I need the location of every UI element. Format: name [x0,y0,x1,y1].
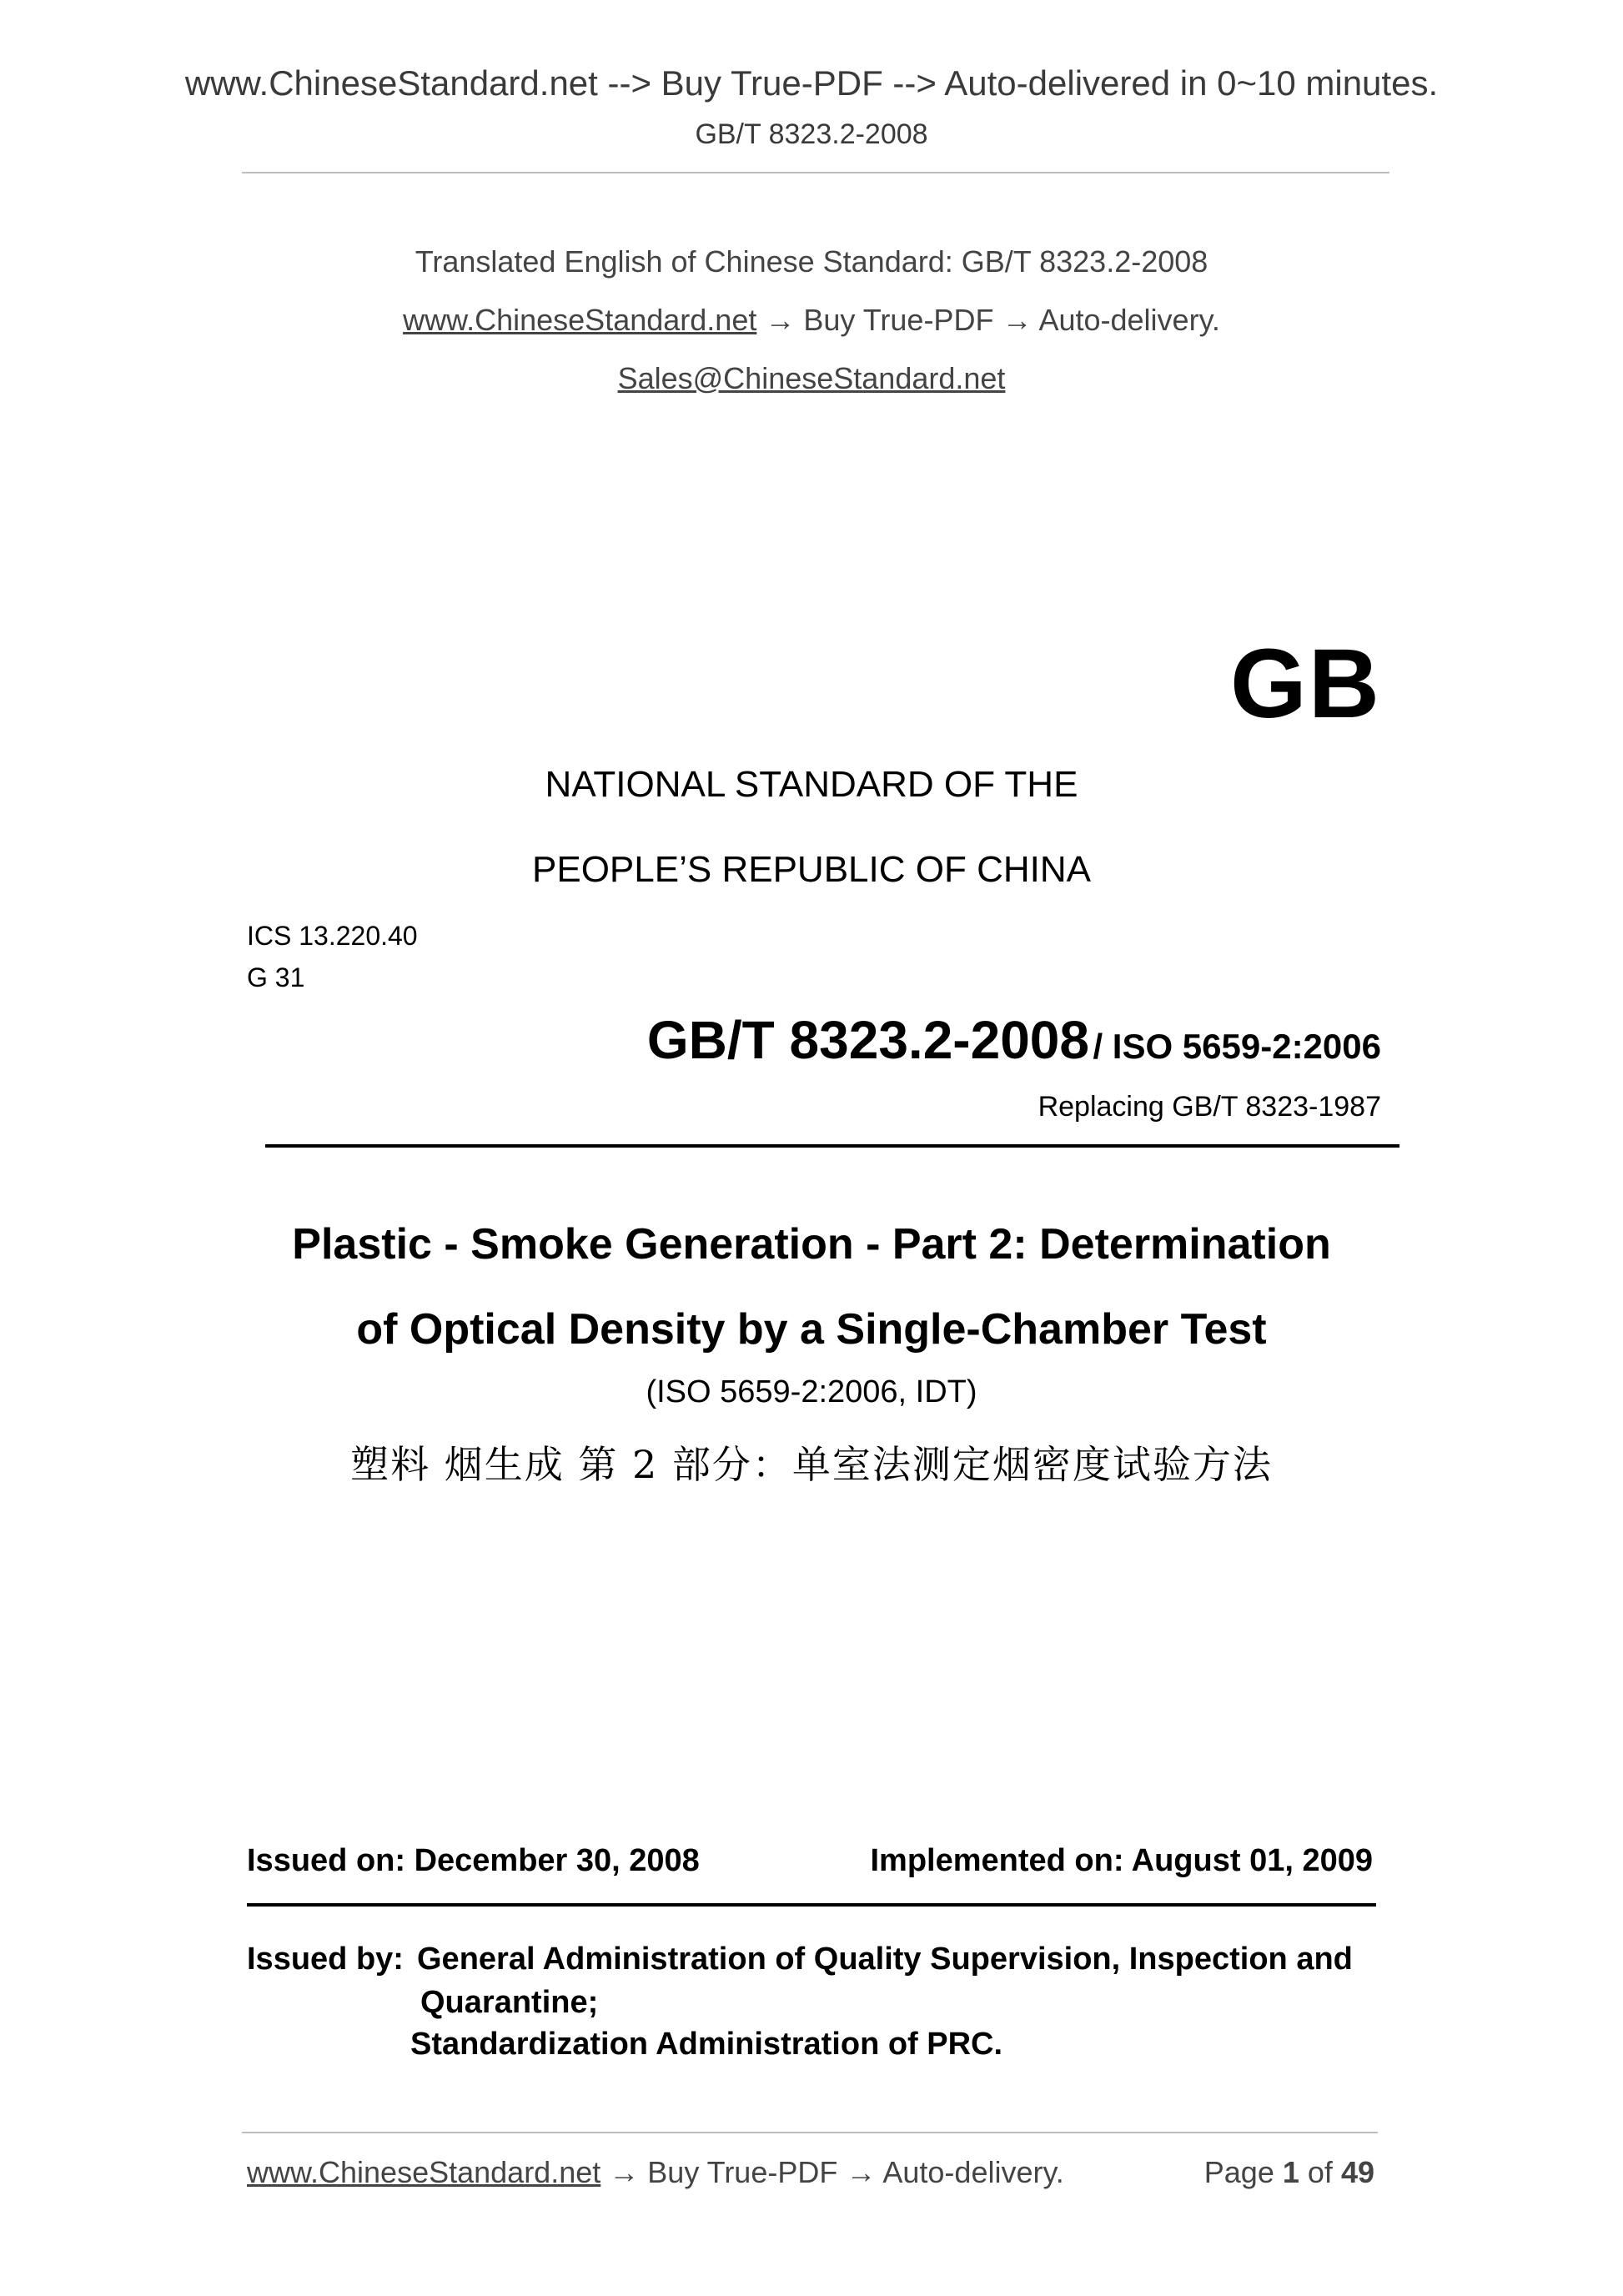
issued-on-date: Issued on: December 30, 2008 [247,1843,700,1878]
footer-site-link[interactable]: www.ChineseStandard.net [247,2155,601,2189]
gb-logo: GB [1230,629,1381,739]
footer-divider [242,2132,1378,2133]
issued-by-line-1: General Administration of Quality Supervision, Inspection and [417,1942,1353,1977]
chinese-title: 塑料 烟生成 第 2 部分：单室法测定烟密度试验方法 [350,1442,1273,1487]
arrow-right-icon: → [846,2155,877,2189]
header-banner: www.ChineseStandard.net --> Buy True-PDF --> Auto-delivered in 0~10 minutes. [184,63,1439,103]
ics-code: ICS 13.220.40 [247,921,418,951]
header-standard-code: GB/T 8323.2-2008 [695,118,928,150]
issued-by-line-3: Standardization Administration of PRC. [410,2027,1003,2062]
page-of: of [1307,2155,1333,2189]
implemented-on-date: Implemented on: August 01, 2009 [870,1843,1373,1878]
national-standard-line-1: NATIONAL STANDARD OF THE [545,764,1078,805]
page-current: 1 [1282,2155,1299,2189]
idt-note: (ISO 5659-2:2006, IDT) [646,1374,977,1409]
footer-auto-text: Auto-delivery. [882,2155,1064,2189]
sales-email-link[interactable]: Sales@ChineseStandard.net [617,361,1006,395]
footer-site-line [247,2155,1064,2190]
issued-by-label: Issued by: [247,1942,404,1977]
document-title-line-1: Plastic - Smoke Generation - Part 2: Determination [292,1220,1331,1269]
iso-equivalent: / ISO 5659-2:2006 [1093,1027,1381,1066]
dates-divider [247,1903,1376,1907]
intro-auto-text: Auto-delivery. [1038,303,1220,337]
ccs-code: G 31 [247,962,305,992]
replacing-note: Replacing GB/T 8323-1987 [1038,1091,1381,1123]
national-standard-line-2: PEOPLE’S REPUBLIC OF CHINA [532,849,1091,890]
intro-buy-text: Buy True-PDF [803,303,994,337]
translated-line: Translated English of Chinese Standard: GB/T 8323.2-2008 [415,244,1208,279]
header-divider [242,172,1389,173]
page-label: Page [1203,2155,1274,2189]
arrow-right-icon: → [609,2155,640,2189]
sales-line [0,361,1623,396]
arrow-right-icon: → [1002,303,1033,337]
intro-site-link[interactable]: www.ChineseStandard.net [403,303,757,337]
standard-number-main: GB/T 8323.2-2008 [646,1010,1089,1070]
intro-site-line [0,303,1623,338]
page-indicator [1204,2155,1374,2190]
page-total: 49 [1340,2155,1374,2189]
title-divider [265,1144,1399,1148]
document-title-line-2: of Optical Density by a Single-Chamber Test [356,1305,1267,1354]
footer-buy-text: Buy True-PDF [647,2155,838,2189]
issued-by-line-2: Quarantine; [420,1985,599,2020]
standard-number [647,1009,1381,1071]
arrow-right-icon: → [765,303,796,337]
